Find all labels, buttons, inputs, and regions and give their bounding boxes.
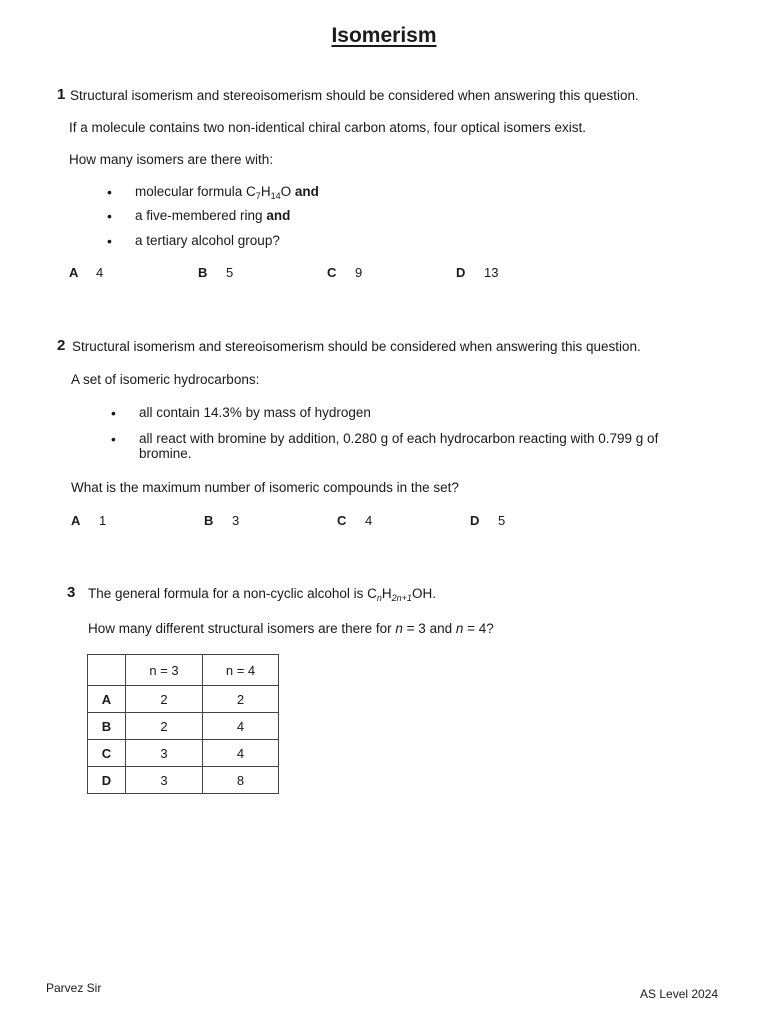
table-header-row xyxy=(88,655,279,686)
bullet-marker: • xyxy=(111,431,116,447)
bullet-marker: • xyxy=(107,208,112,224)
bullet-marker: • xyxy=(111,405,116,421)
q2-number: 2 xyxy=(57,337,66,354)
formula-element: O xyxy=(280,184,292,199)
formula-prefix: The general formula for a non-cyclic alcohol is C xyxy=(88,586,377,601)
q2-option-a-letter: A xyxy=(71,513,81,528)
q1-option-a-value: 4 xyxy=(96,265,104,280)
q2-bullet-2-line2: bromine. xyxy=(139,446,192,461)
formula-subscript: 7 xyxy=(255,191,261,201)
q1-stem: Structural isomerism and stereoisomerism should be considered when answering this question. xyxy=(70,88,639,103)
q2-option-b-value: 3 xyxy=(232,513,240,528)
footer-author: Parvez Sir xyxy=(46,981,102,995)
table-cell: 3 xyxy=(126,767,203,794)
q2-intro: A set of isomeric hydrocarbons: xyxy=(71,372,260,387)
q2-stem: Structural isomerism and stereoisomerism should be considered when answering this question. xyxy=(72,339,641,354)
q1-option-b-letter: B xyxy=(198,265,208,280)
q2-option-a-value: 1 xyxy=(99,513,107,528)
table-cell: 8 xyxy=(203,767,279,794)
q3-stem xyxy=(88,586,436,602)
q2-option-d-value: 5 xyxy=(498,513,506,528)
bullet-marker: • xyxy=(107,184,112,200)
footer-level: AS Level 2024 xyxy=(640,987,719,1001)
table-row-label: D xyxy=(88,767,126,794)
q2-option-c-value: 4 xyxy=(365,513,373,528)
q1-option-d-letter: D xyxy=(456,265,466,280)
table-row xyxy=(88,686,279,713)
q1-option-a-letter: A xyxy=(69,265,79,280)
q3-number: 3 xyxy=(67,584,76,601)
n-variable: n xyxy=(395,621,403,636)
q2-option-c-letter: C xyxy=(337,513,347,528)
table-cell: 4 xyxy=(203,713,279,740)
q1-info: If a molecule contains two non-identical chiral carbon atoms, four optical isomers exist. xyxy=(69,120,586,135)
q2-option-b-letter: B xyxy=(204,513,214,528)
q1-option-c-letter: C xyxy=(327,265,337,280)
table-row xyxy=(88,767,279,794)
q1-option-c-value: 9 xyxy=(355,265,363,280)
table-row-label: C xyxy=(88,740,126,767)
q1-ask: How many isomers are there with: xyxy=(69,152,274,167)
formula-element: H xyxy=(381,586,392,601)
q1-bullet-3: a tertiary alcohol group? xyxy=(135,233,280,248)
q1-option-d-value: 13 xyxy=(484,265,499,280)
q1-bullet-2 xyxy=(135,208,290,224)
q1-option-b-value: 5 xyxy=(226,265,234,280)
and-keyword: and xyxy=(294,184,319,199)
table-cell: 4 xyxy=(203,740,279,767)
q2-option-d-letter: D xyxy=(470,513,480,528)
q3-ask xyxy=(88,621,494,637)
table-row-label: A xyxy=(88,686,126,713)
table-header-cell: n = 4 xyxy=(203,655,279,686)
q2-bullet-2-line1: all react with bromine by addition, 0.280 g of each hydrocarbon reacting with 0.799 g of xyxy=(139,431,659,446)
n-variable: n xyxy=(455,621,464,636)
formula-prefix: molecular formula C xyxy=(135,184,256,199)
table-header-cell: n = 3 xyxy=(126,655,203,686)
bullet-text: a five-membered ring xyxy=(135,208,263,223)
table-row xyxy=(88,740,279,767)
table-cell: 2 xyxy=(126,686,203,713)
table-header-cell xyxy=(88,655,126,686)
formula-subscript: n xyxy=(376,593,382,603)
ask-text: = 3 and xyxy=(406,621,453,636)
q1-number: 1 xyxy=(57,86,66,103)
q2-bullet-1: all contain 14.3% by mass of hydrogen xyxy=(139,405,371,420)
page-title: Isomerism xyxy=(331,24,437,47)
formula-subscript: 14 xyxy=(270,191,281,201)
bullet-marker: • xyxy=(107,233,112,249)
ask-text: = 4? xyxy=(467,621,494,636)
formula-subscript: 2n+1 xyxy=(391,593,412,603)
table-row-label: B xyxy=(88,713,126,740)
q1-bullet-1 xyxy=(135,184,319,200)
table-cell: 3 xyxy=(126,740,203,767)
formula-element: H xyxy=(260,184,271,199)
ask-text: How many different structural isomers are there for xyxy=(88,621,392,636)
table-cell: 2 xyxy=(126,713,203,740)
formula-suffix: OH. xyxy=(411,586,436,601)
table-row xyxy=(88,713,279,740)
and-keyword: and xyxy=(266,208,291,223)
isomer-table xyxy=(87,654,279,794)
table-cell: 2 xyxy=(203,686,279,713)
q2-ask: What is the maximum number of isomeric compounds in the set? xyxy=(71,480,459,495)
